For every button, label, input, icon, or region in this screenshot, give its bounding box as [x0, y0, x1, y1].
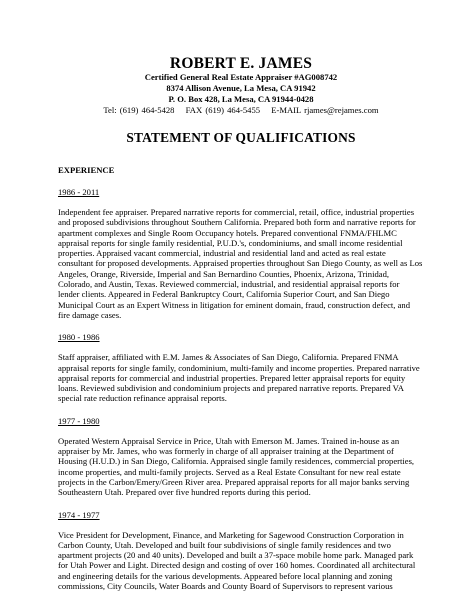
experience-entry: [58, 187, 424, 320]
fax: FAX (619) 464-5455: [185, 105, 261, 115]
text-line: apartment complexes and Single Room Occupancy hotels. Prepared conventional FNMA/FHLMC: [58, 227, 397, 238]
experience-entry: [58, 332, 424, 403]
experience-entry: [58, 510, 424, 592]
person-name: ROBERT E. JAMES: [169, 55, 313, 72]
text-line: and engineering details for the various developments. Appeared before local planning and zoning: [58, 570, 393, 581]
text-line: and proposed subdivisions throughout Southern California. Prepared both form and narrative reports for: [58, 217, 416, 228]
po-box-address: P. O. Box 428, La Mesa, CA 91944-0428: [168, 94, 314, 104]
text-line: loans. Reviewed subdivision and condominium projects and prepared narrative reports. Prepared VA: [58, 383, 404, 394]
entry-paragraph: [58, 207, 424, 320]
text-line: Colorado, and Austin, Texas. Reviewed commercial, industrial, and residential appraisal reports for: [58, 279, 400, 290]
text-line: Operated Western Appraisal Service in Price, Utah with Emerson M. James. Trained in-house as an: [58, 435, 400, 446]
text-line: Carbon County, Utah. Developed and built four subdivisions of single family residences and two: [58, 539, 391, 550]
text-line: Housing (H.U.D.) in San Diego, California. Appraised single family residences, commercial properties,: [58, 456, 415, 467]
text-line: apartment projects (20 and 40 units). Developed and built a 37-space mobile home park. Managed park: [58, 550, 414, 561]
license-line: Certified General Real Estate Appraiser #AG008742: [144, 72, 338, 82]
period-label: 1986 - 2011: [58, 187, 100, 197]
street-address: 8374 Allison Avenue, La Mesa, CA 91942: [166, 83, 316, 93]
text-line: lender clients. Appeared in Federal Bankruptcy Court, California Superior Court, and San Diego: [58, 289, 390, 300]
text-line: Angeles, Orange, Riverside, Imperial and San Bernardino Counties, Phoenix, Arizona, Trinidad,: [58, 268, 390, 279]
text-line: Independent fee appraiser. Prepared narrative reports for commercial, retail, office, industrial properties: [58, 207, 415, 217]
text-line: Municipal Court as an Expert Witness in litigation for eminent domain, fraud, construction defect, and: [58, 299, 410, 310]
text-line: for Utah Power and Light. Directed design and costing of over 160 homes. Coordinated all architectural: [58, 560, 416, 571]
entry-paragraph: [58, 530, 424, 592]
document-title: STATEMENT OF QUALIFICATIONS: [126, 130, 356, 145]
text-line: Staff appraiser, affiliated with E.M. James & Associates of San Diego, California. Prepared FNMA: [58, 352, 399, 363]
period-label: 1977 - 1980: [58, 415, 100, 426]
text-line: properties. Appraised vacant commercial, industrial and residential land and acted as real estate: [58, 248, 386, 259]
letterhead: [58, 0, 424, 116]
text-line: appraisal reports for commercial and industrial properties. Prepared letter appraisal reports for equity: [58, 372, 406, 383]
email: E-MAIL rjames@rejames.com: [271, 105, 379, 115]
text-line: Vice President for Development, Finance, and Marketing for Sagewood Construction Corporation in: [58, 529, 404, 540]
text-line: consultant for proposed developments. Appraised properties throughout San Diego County, as well as Los: [58, 258, 423, 269]
entry-paragraph: [58, 352, 424, 403]
entry-paragraph: [58, 436, 424, 498]
period-label: 1980 - 1986: [58, 332, 100, 343]
experience-list: [58, 187, 424, 591]
text-line: Southeastern Utah. Prepared over five hundred reports during this period.: [58, 487, 311, 498]
text-line: special rate reduction refinance appraisal reports.: [58, 393, 227, 404]
text-line: appraisal reports for single family, condominium, multi-family and income properties. Prepared narrative: [58, 362, 420, 373]
telephone: Tel: (619) 464-5428: [103, 105, 175, 115]
contact-line: [58, 105, 424, 116]
text-line: appraiser by Mr. James, who was formerly in charge of all appraiser training at the Department of: [58, 446, 394, 457]
text-line: fire damage cases.: [58, 309, 122, 320]
text-line: appraisal reports for single family residential, P.U.D.'s, condominiums, and small income residential: [58, 237, 403, 248]
section-heading: EXPERIENCE: [58, 165, 115, 175]
experience-entry: [58, 416, 424, 498]
period-label: 1974 - 1977: [58, 509, 100, 520]
text-line: income properties, and multi-family projects. Served as a Real Estate Consultant for new real estate: [58, 466, 401, 477]
text-line: commissions, City Councils, Water Boards and County Board of Supervisors to represent various: [58, 581, 393, 592]
text-line: projects in the Carbon/Emery/Green River area. Prepared appraisal reports for all major banks serving: [58, 476, 410, 487]
